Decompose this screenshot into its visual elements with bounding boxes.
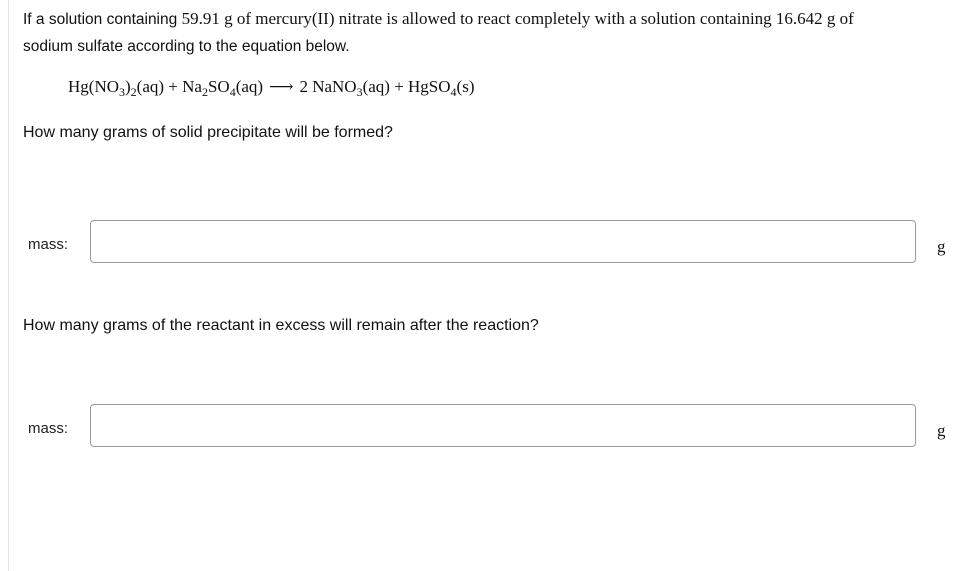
eq-solid: (s) (456, 77, 475, 96)
problem-text-1: If a solution containing (23, 11, 182, 28)
eq-so: SO (207, 77, 230, 96)
question-precipitate: How many grams of solid precipitate will be formed? (23, 124, 393, 141)
problem-statement (23, 6, 943, 60)
eq-paren: ) (125, 77, 131, 96)
eq-hg-no: Hg(NO (68, 77, 119, 96)
eq-sub: 3 (119, 85, 125, 99)
unit-g-2: g (937, 421, 946, 440)
unit-g-1: g (937, 237, 946, 256)
question-excess: How many grams of the reactant in excess will remain after the reaction? (23, 317, 539, 334)
eq-sub: 3 (356, 85, 363, 99)
problem-text-2: g of mercury(II) nitrate is allowed to react completely with a solution containing (219, 9, 776, 28)
eq-sub: 4 (450, 85, 457, 99)
eq-sub: 2 (201, 85, 208, 99)
mass-label-2: mass: (28, 420, 69, 437)
reaction-arrow-icon: ⟶ (269, 77, 294, 96)
problem-text-3: g of (822, 9, 854, 28)
mass-sodium-sulfate: 16.642 (775, 9, 823, 28)
precipitate-mass-input[interactable] (90, 220, 916, 263)
eq-sub: 4 (229, 85, 236, 99)
left-border (8, 0, 9, 571)
problem-text-4: sodium sulfate according to the equation below. (23, 38, 350, 55)
eq-plus-hgso: (aq) + HgSO (362, 77, 451, 96)
mass-mercury-nitrate: 59.91 (181, 9, 220, 28)
eq-nano: 2 NaNO (299, 77, 357, 96)
eq-plus-na: (aq) + Na (136, 77, 202, 96)
eq-aq: (aq) (235, 77, 264, 96)
mass-label-1: mass: (28, 236, 69, 253)
excess-mass-input[interactable] (90, 404, 916, 447)
chemical-equation (68, 77, 475, 97)
eq-sub: 2 (130, 85, 137, 99)
